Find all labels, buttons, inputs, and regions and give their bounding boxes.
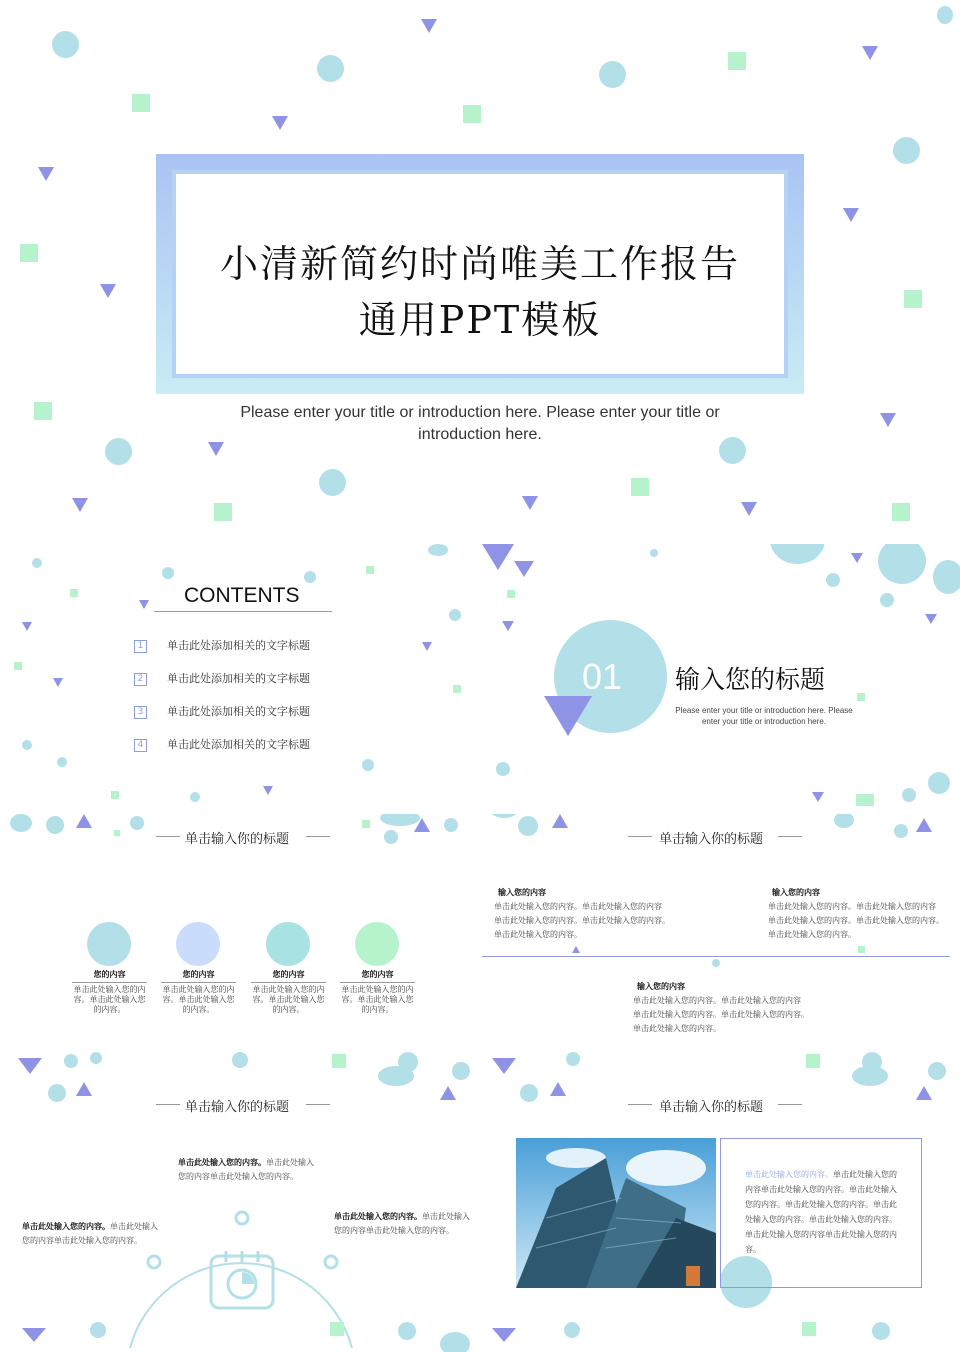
slide-title: 单击输入你的标题 xyxy=(659,832,764,847)
slide-title: 单击输入你的标题 xyxy=(185,1100,290,1115)
hero-slide xyxy=(0,0,960,540)
deco-circle xyxy=(317,55,344,82)
card-text: 单击此处输入您的内容。单击此处输入您的内容。 xyxy=(252,985,325,1014)
arc-node xyxy=(148,1256,160,1268)
deco-triangle xyxy=(76,814,92,828)
block-line: 单击此处输入您的内容。 xyxy=(494,930,582,939)
deco-triangle xyxy=(552,814,568,828)
deco-circle xyxy=(933,560,960,594)
text-box xyxy=(720,1138,922,1288)
card-heading: 您的内容 xyxy=(340,968,415,983)
card-text: 单击此处输入您的内容。单击此处输入您的内容。 xyxy=(73,985,146,1014)
deco-circle xyxy=(190,792,200,802)
deco-circle xyxy=(482,814,526,818)
deco-circle xyxy=(440,1332,470,1352)
deco-circle xyxy=(452,1062,470,1080)
title-rule-left xyxy=(156,1104,180,1105)
deco-square xyxy=(892,503,910,521)
deco-triangle xyxy=(422,642,432,651)
title-line-2: 通用PPT模板 xyxy=(358,298,602,342)
block-heading: 输入您的内容 xyxy=(498,888,546,897)
deco-circle xyxy=(449,609,461,621)
deco-circle xyxy=(518,816,538,836)
deco-triangle xyxy=(414,818,430,832)
deco-square xyxy=(806,1054,820,1068)
deco-triangle xyxy=(18,1058,42,1074)
text-bold: 单击此处输入您的内容。 xyxy=(22,1222,110,1231)
deco-circle xyxy=(22,740,32,750)
timeline-marker xyxy=(712,959,720,967)
text-body: 单击此处输入您的内容单击此处输入您的内容。 xyxy=(22,1222,158,1245)
deco-circle xyxy=(105,438,132,465)
deco-triangle xyxy=(492,1058,516,1074)
section-slide xyxy=(482,544,960,812)
deco-circle xyxy=(902,788,916,802)
block-line: 单击此处输入您的内容。 xyxy=(633,1024,721,1033)
deco-circle xyxy=(826,573,840,587)
toc-item-label: 单击此处添加相关的文字标题 xyxy=(167,672,310,685)
deco-square xyxy=(14,662,22,670)
deco-triangle xyxy=(139,600,149,609)
block-heading: 输入您的内容 xyxy=(772,888,820,897)
block-line: 单击此处输入您的内容。单击此处输入您的内容 xyxy=(768,902,936,911)
deco-triangle xyxy=(272,116,288,130)
deco-circle xyxy=(496,762,510,776)
card-text: 单击此处输入您的内容。单击此处输入您的内容。 xyxy=(341,985,414,1014)
deco-square xyxy=(507,590,515,598)
block-line: 单击此处输入您的内容。单击此处输入您的内容 xyxy=(494,902,662,911)
text-body: 单击此处输入您的内容单击此处输入您的内容。 xyxy=(334,1212,470,1235)
deco-circle xyxy=(304,571,316,583)
card-circle xyxy=(87,922,131,966)
timeline-block xyxy=(633,980,833,1036)
deco-square xyxy=(366,566,374,574)
deco-circle xyxy=(32,558,42,568)
deco-triangle xyxy=(492,1328,516,1342)
toc-item-label: 单击此处添加相关的文字标题 xyxy=(167,738,310,751)
deco-triangle xyxy=(440,1086,456,1100)
title-rule-right xyxy=(306,1104,330,1105)
deco-triangle xyxy=(53,678,63,687)
slide-title: 单击输入你的标题 xyxy=(659,1100,764,1115)
deco-circle xyxy=(57,757,67,767)
text-highlight: 单击此处输入您的内容。 xyxy=(745,1170,833,1179)
text-body: 单击此处输入您的内容单击此处输入您的内容。 xyxy=(178,1158,314,1181)
text-bold: 单击此处输入您的内容。 xyxy=(178,1158,266,1167)
section-title: 输入您的标题 xyxy=(675,665,826,694)
title-frame xyxy=(156,154,804,394)
toc-item-number: 2 xyxy=(134,673,147,686)
deco-square xyxy=(631,478,649,496)
block-line: 单击此处输入您的内容。单击此处输入您的内容。 xyxy=(633,1010,809,1019)
page-title xyxy=(176,236,784,348)
deco-circle xyxy=(162,567,174,579)
deco-triangle xyxy=(550,1082,566,1096)
block-line: 单击此处输入您的内容。单击此处输入您的内容 xyxy=(633,996,801,1005)
card xyxy=(72,968,147,1015)
deco-triangle xyxy=(851,553,863,563)
deco-circle xyxy=(48,1084,66,1102)
title-rule-right xyxy=(306,836,330,837)
deco-circle xyxy=(564,1322,580,1338)
deco-triangle xyxy=(22,1328,46,1342)
block-line: 单击此处输入您的内容。单击此处输入您的内容。 xyxy=(494,916,670,925)
deco-circle xyxy=(928,772,950,794)
deco-square xyxy=(330,1322,344,1336)
deco-square xyxy=(904,290,922,308)
title-rule-right xyxy=(778,1104,802,1105)
card-heading: 您的内容 xyxy=(251,968,326,983)
deco-circle xyxy=(10,814,32,832)
deco-circle xyxy=(398,1322,416,1340)
block-line: 单击此处输入您的内容。单击此处输入您的内容。 xyxy=(768,916,944,925)
deco-square xyxy=(856,794,874,806)
deco-square xyxy=(728,52,746,70)
deco-triangle xyxy=(22,622,32,631)
hero-subtitle: Please enter your title or introduction here. Please enter your title or introduction here. xyxy=(240,404,720,443)
arc-node xyxy=(236,1212,248,1224)
deco-triangle xyxy=(916,1086,932,1100)
toc-item[interactable] xyxy=(134,670,310,686)
deco-triangle xyxy=(843,208,859,222)
deco-square xyxy=(453,685,461,693)
toc-item[interactable] xyxy=(134,703,310,719)
deco-triangle xyxy=(741,502,757,516)
deco-square xyxy=(132,94,150,112)
text-block-top xyxy=(178,1156,314,1184)
deco-triangle xyxy=(880,413,896,427)
card xyxy=(161,968,236,1015)
deco-circle xyxy=(90,1052,102,1064)
deco-triangle xyxy=(514,561,534,577)
toc-item[interactable] xyxy=(134,736,310,752)
deco-square xyxy=(20,244,38,262)
timeline-block xyxy=(494,886,694,942)
deco-triangle xyxy=(482,544,514,570)
title-rule-right xyxy=(778,836,802,837)
timeline-axis xyxy=(482,956,950,957)
timeline-block xyxy=(768,886,958,942)
deco-triangle xyxy=(916,818,932,832)
title-rule-left xyxy=(628,1104,652,1105)
contents-slide xyxy=(0,544,478,812)
deco-square xyxy=(362,820,370,828)
text-bold: 单击此处输入您的内容。 xyxy=(334,1212,422,1221)
deco-circle xyxy=(928,1062,946,1080)
deco-circle xyxy=(64,1054,78,1068)
card-text: 单击此处输入您的内容。单击此处输入您的内容。 xyxy=(162,985,235,1014)
calendar-icon xyxy=(208,1248,276,1312)
deco-circle xyxy=(834,814,854,828)
section-desc: Please enter your title or introduction here. Please enter your title or introduction here. xyxy=(675,706,853,726)
title-rule-left xyxy=(628,836,652,837)
deco-square xyxy=(34,402,52,420)
deco-circle xyxy=(46,816,64,834)
deco-circle xyxy=(378,1066,414,1086)
card-circle xyxy=(355,922,399,966)
text-box-content xyxy=(745,1167,901,1257)
card-heading: 您的内容 xyxy=(161,968,236,983)
card-circle xyxy=(176,922,220,966)
deco-circle xyxy=(428,544,448,556)
deco-circle xyxy=(894,824,908,838)
toc-item-number: 4 xyxy=(134,739,147,752)
section-triangle xyxy=(544,696,592,736)
deco-circle xyxy=(232,1052,248,1068)
block-heading: 输入您的内容 xyxy=(637,982,685,991)
photo-slide xyxy=(482,1052,960,1352)
cards-slide xyxy=(0,814,478,1050)
block-line: 单击此处输入您的内容。 xyxy=(768,930,856,939)
toc-item[interactable] xyxy=(134,637,310,653)
deco-circle xyxy=(937,6,953,24)
deco-circle xyxy=(650,549,658,557)
deco-triangle xyxy=(925,614,937,624)
deco-circle xyxy=(872,1322,890,1340)
deco-triangle xyxy=(522,496,538,510)
deco-triangle xyxy=(38,167,54,181)
card-heading: 您的内容 xyxy=(72,968,147,983)
deco-triangle xyxy=(421,19,437,33)
deco-circle xyxy=(319,469,346,496)
deco-circle xyxy=(566,1052,580,1066)
deco-triangle xyxy=(862,46,878,60)
slide-title: 单击输入你的标题 xyxy=(185,832,290,847)
deco-circle xyxy=(880,593,894,607)
deco-triangle xyxy=(263,786,273,795)
deco-circle xyxy=(130,816,144,830)
deco-square xyxy=(463,105,481,123)
deco-circle xyxy=(770,544,825,564)
deco-circle xyxy=(878,544,926,584)
building-photo xyxy=(516,1138,716,1288)
deco-triangle xyxy=(502,621,514,631)
deco-circle xyxy=(852,1066,888,1086)
toc-item-number: 3 xyxy=(134,706,147,719)
toc-item-number: 1 xyxy=(134,640,147,653)
deco-square xyxy=(802,1322,816,1336)
deco-circle xyxy=(444,818,458,832)
deco-circle xyxy=(893,137,920,164)
contents-heading: CONTENTS xyxy=(184,584,300,607)
title-frame-inner xyxy=(172,170,788,378)
deco-triangle xyxy=(76,1082,92,1096)
deco-circle xyxy=(384,830,398,844)
timeline-marker xyxy=(858,946,865,953)
deco-circle xyxy=(599,61,626,88)
section-number: 01 xyxy=(582,656,623,697)
deco-circle xyxy=(90,1322,106,1338)
deco-square xyxy=(214,503,232,521)
timeline-slide xyxy=(482,814,960,1050)
deco-square xyxy=(857,693,865,701)
deco-circle xyxy=(52,31,79,58)
deco-square xyxy=(114,830,120,836)
title-rule-left xyxy=(156,836,180,837)
toc-item-label: 单击此处添加相关的文字标题 xyxy=(167,639,310,652)
deco-triangle xyxy=(100,284,116,298)
deco-square xyxy=(332,1054,346,1068)
deco-square xyxy=(111,791,119,799)
deco-circle xyxy=(362,759,374,771)
toc-item-label: 单击此处添加相关的文字标题 xyxy=(167,705,310,718)
card-circle xyxy=(266,922,310,966)
deco-square xyxy=(70,589,78,597)
deco-triangle xyxy=(812,792,824,802)
title-line-1: 小清新简约时尚唯美工作报告 xyxy=(219,242,740,286)
contents-rule xyxy=(154,611,332,612)
arc-node xyxy=(325,1256,337,1268)
card xyxy=(340,968,415,1015)
text-body: 单击此处输入您的内容单击此处输入您的内容。单击此处输入您的内容。单击此处输入您的内容。单击此处输入您的内容。单击此处输入您的内容。单击此处输入您的内容单击此处输入您的内容。 xyxy=(745,1170,897,1254)
deco-triangle xyxy=(72,498,88,512)
deco-circle xyxy=(520,1084,538,1102)
arc-slide xyxy=(0,1052,478,1352)
card xyxy=(251,968,326,1015)
timeline-marker xyxy=(572,946,580,953)
